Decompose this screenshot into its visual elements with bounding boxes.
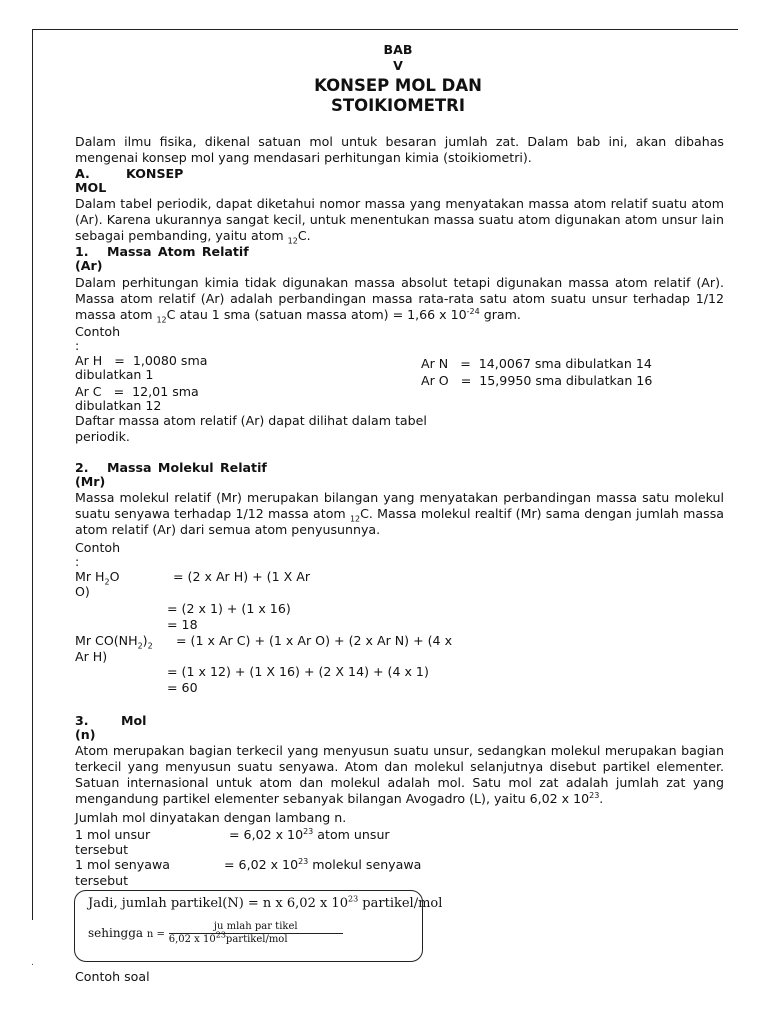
mol-senyawa-value: = 6,02 x $10^{23}$ molekul senyawa [224, 856, 422, 872]
section-a-title: KONSEP [126, 166, 184, 181]
section-1-number: 1. [75, 244, 89, 259]
formula-fraction: $\frac{\text{ju mlah par tikel}}{6,02 x 10^{23}partikel/mol}$ [169, 921, 343, 946]
section-3-title: Mol [121, 713, 147, 728]
formula-mol: sehingga n = $\frac{\text{ju mlah par tikel}}{6,02 x 10^{23}partikel/mol}$ [88, 920, 343, 948]
intro-paragraph: Dalam ilmu fisika, dikenal satuan mol untuk besaran jumlah zat. Dalam bab ini, akan dibahas mengenai konsep mol yang mendasari perhitungan kimia (stoikiometri). [75, 134, 724, 165]
section-1-example-colon: : [75, 338, 80, 353]
mol-senyawa-value-cont: tersebut [75, 873, 129, 888]
mr-urea-eq1-cont: Ar H) [75, 649, 108, 664]
section-2-title: Massa Molekul Relatif [107, 460, 267, 475]
section-3-paragraph: Atom merupakan bagian terkecil yang menyusun suatu unsur, sedangkan molekul merupakan bagian terkecil yang menyusun suatu senyawa. Atom dan molekul selanjutnya disebut partikel elementer. Satuan internasional untuk atom dan molekul adalah mol. Satu mol zat adalah jumlah zat yang mengandung partikel elementer sebanyak bilangan Avogadro (L), yaitu 6,02 x $10^{23}$. [75, 743, 724, 806]
section-1-title-cont: (Ar) [75, 258, 103, 273]
mol-unsur-label: 1 mol unsur [75, 827, 151, 842]
section-2-example-colon: : [75, 554, 80, 569]
page-title: KONSEP MOL DAN STOIKIOMETRI [314, 76, 482, 115]
section-1-title: Massa Atom Relatif [107, 244, 249, 259]
ar-h-line1: Ar H = 1,0080 sma [75, 353, 208, 368]
section-2-paragraph: Massa molekul relatif (Mr) merupakan bilangan yang menyatakan perbandingan massa satu molekul suatu senyawa terhadap 1/12 massa atom $_{12}$C. Massa molekul realtif (Mr) sama dengan jumlah massa atom relatif (Ar) dari semua atom penyusunnya. [75, 490, 724, 537]
stray-dot: . [31, 958, 34, 968]
section-1-example-label: Contoh [75, 324, 121, 339]
section-3-mol-symbol-note: Jumlah mol dinyatakan dengan lambang n. [75, 810, 347, 825]
mr-h2o-eq1-cont: O) [75, 584, 90, 599]
mr-h2o-eq2: = (2 x 1) + (1 x 16) [167, 601, 291, 616]
section-a-title-cont: MOL [75, 180, 107, 195]
example-problem-heading: Contoh soal [75, 969, 150, 984]
mr-urea-eq2: = (1 x 12) + (1 X 16) + (2 X 14) + (4 x 1) [167, 664, 429, 679]
mol-senyawa-label: 1 mol senyawa [75, 857, 170, 872]
ar-c-line1: Ar C = 12,01 sma [75, 384, 199, 399]
page-left-border [32, 29, 33, 920]
mr-h2o-label: Mr $H_2O$ [75, 569, 120, 587]
mol-unsur-value: = 6,02 x $10^{23}$ atom unsur [229, 826, 390, 842]
mol-unsur-value-cont: tersebut [75, 842, 129, 857]
section-2-example-label: Contoh [75, 540, 121, 555]
ar-c-line2: dibulatkan 12 [75, 398, 162, 413]
section-1-paragraph: Dalam perhitungan kimia tidak digunakan massa absolut tetapi digunakan massa atom relatif (Ar). Massa atom relatif (Ar) adalah perbandingan massa rata-rata satu atom suatu unsur terhadap 1/12 massa atom $_{12}$C atau 1 sma (satuan massa atom) = 1,66 x $10^{-24}$ gram. [75, 275, 724, 325]
mr-urea-eq3: = 60 [167, 680, 198, 695]
section-a-number: A. [75, 166, 90, 181]
page-top-border [32, 29, 738, 30]
ar-o-line: Ar O = 15,9950 sma dibulatkan 16 [421, 373, 653, 388]
section-3-number: 3. [75, 713, 89, 728]
mr-h2o-eq1: = (2 x Ar H) + (1 X Ar [173, 569, 311, 584]
ar-h-line2: dibulatkan 1 [75, 367, 154, 382]
mr-h2o-eq3: = 18 [167, 617, 198, 632]
mr-urea-eq1: = (1 x Ar C) + (1 x Ar O) + (2 x Ar N) + (4 x [176, 633, 453, 648]
mr-urea-label: Mr $CO(NH_2)_2$ [75, 633, 153, 651]
section-2-title-cont: (Mr) [75, 474, 106, 489]
formula-particle-count: Jadi, jumlah partikel(N) = n x 6,02 x $10^{23}$ partikel/mol [88, 894, 443, 911]
section-a-paragraph: Dalam tabel periodik, dapat diketahui nomor massa yang menyatakan massa atom relatif suatu atom (Ar). Karena ukurannya sangat kecil, untuk menentukan massa suatu atom digunakan atom unsur lain sebagai pembanding, yaitu atom $_{12}$C. [75, 196, 724, 246]
section-2-number: 2. [75, 460, 89, 475]
section-3-title-cont: (n) [75, 727, 96, 742]
ar-n-line: Ar N = 14,0067 sma dibulatkan 14 [421, 356, 652, 371]
section-1-table-note: Daftar massa atom relatif (Ar) dapat dilihat dalam tabel periodik. [75, 413, 427, 444]
chapter-label: BAB V [383, 42, 413, 73]
